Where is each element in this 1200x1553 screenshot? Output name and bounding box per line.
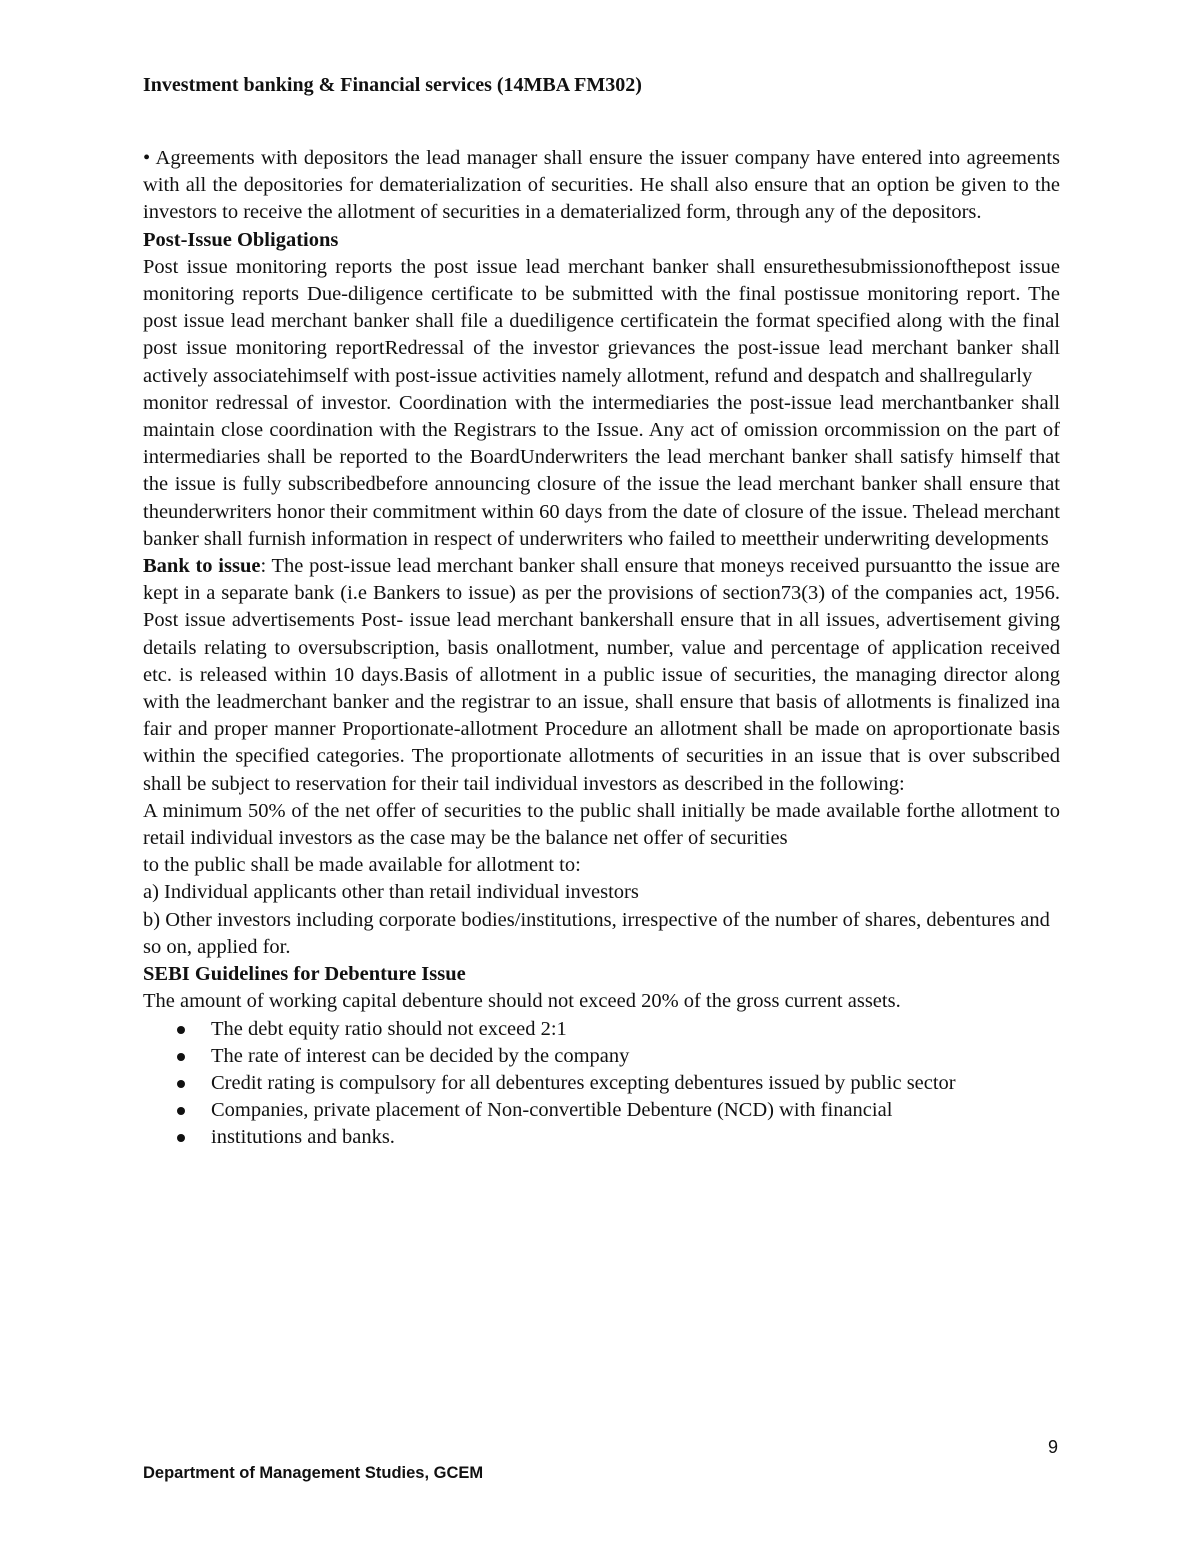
bullet-icon	[177, 1026, 185, 1034]
bank-to-issue-text: : The post-issue lead merchant banker shall ensure that moneys received pursuantto the issue are kept in a separate bank (i.e Bankers to issue) as per the provisions of section73(3) of the companies act, 1956. Post issue advertisements Post- issue lead merchant bankershall ensure that in all issues, advertisement giving details relating to oversubscription, basis onallotment, number, value and percentage of application received etc. is released within 10 days.Basis of allotment in a public issue of securities, the managing director along with the leadmerchant banker and the registrar to an issue, shall ensure that basis of allotments is finalized ina fair and proper manner Proportionate-allotment Procedure an allotment shall be made on aproportionate basis within the specified categories. The proportionate allotments of securities in an issue that is over subscribed shall be subject to reservation for their tail individual investors as described in the following:	[143, 555, 1060, 795]
paragraph-allotment-to: to the public shall be made available for allotment to:	[143, 854, 581, 877]
paragraph-redressal-coordination: monitor redressal of investor. Coordination with the intermediaries the post-issue lead merchantbanker shall maintain close coordination with the Registrars to the Issue. Any act of omission orcommission on the part of intermediaries shall be reported to the BoardUnderwriters the lead merchant banker shall satisfy himself that the issue is fully subscribedbefore announcing closure of the issue the lead merchant banker shall ensure that theunderwriters honor their commitment within 60 days from the date of closure of the issue. Thelead merchant banker shall furnish information in respect of underwriters who failed to meettheir underwriting developments	[143, 391, 1060, 550]
bullet-item: Companies, private placement of Non-convertible Debenture (NCD) with financial	[211, 1097, 1060, 1124]
paragraph-working-capital: The amount of working capital debenture should not exceed 20% of the gross current assets.	[143, 990, 901, 1013]
bank-to-issue-label: Bank to issue	[143, 555, 261, 578]
guidelines-bullet-list	[143, 1016, 1060, 1152]
bullet-icon	[177, 1134, 185, 1142]
paragraph-post-issue-monitoring: Post issue monitoring reports the post issue lead merchant banker shall ensurethesubmissionofthepost issue monitoring reports Due-diligence certificate to be submitted with the final postissue monitoring report. The post issue lead merchant banker shall file a duediligence certificatein the format specified along with the final post issue monitoring reportRedressal of the investor grievances the post-issue lead merchant banker shall actively associatehimself with post-issue activities namely allotment, refund and despatch and shallregularly	[143, 255, 1060, 387]
bullet-icon	[177, 1080, 185, 1088]
list-item-b: b) Other investors including corporate bodies/institutions, irrespective of the number of shares, debentures and so on, applied for.	[143, 908, 1050, 958]
heading-sebi-guidelines: SEBI Guidelines for Debenture Issue	[143, 963, 466, 986]
bullet-icon	[177, 1053, 185, 1061]
bullet-item: institutions and banks.	[211, 1124, 1060, 1151]
page-footer: Department of Management Studies, GCEM	[143, 1464, 484, 1482]
page-header: Investment banking & Financial services (14MBA FM302)	[143, 74, 642, 96]
paragraph-minimum-offer: A minimum 50% of the net offer of securities to the public shall initially be made available forthe allotment to retail individual investors as the case may be the balance net offer of securities	[143, 799, 1060, 850]
page-number: 9	[1047, 1437, 1058, 1457]
bullet-item: The debt equity ratio should not exceed 2:1	[211, 1016, 1060, 1043]
bullet-item: Credit rating is compulsory for all debentures excepting debentures issued by public sector	[211, 1070, 1060, 1097]
paragraph-bank-to-issue	[143, 553, 1060, 798]
bullet-icon	[177, 1107, 185, 1115]
document-body	[143, 145, 1060, 1152]
heading-post-issue-obligations: Post-Issue Obligations	[143, 228, 339, 251]
paragraph-agreements: • Agreements with depositors the lead manager shall ensure the issuer company have entered into agreements with all the depositories for dematerialization of securities. He shall also ensure that an option be given to the investors to receive the allotment of securities in a dematerialized form, through any of the depositors.	[143, 147, 1060, 224]
list-item-a: a) Individual applicants other than retail individual investors	[143, 881, 639, 904]
bullet-item: The rate of interest can be decided by the company	[211, 1043, 1060, 1070]
